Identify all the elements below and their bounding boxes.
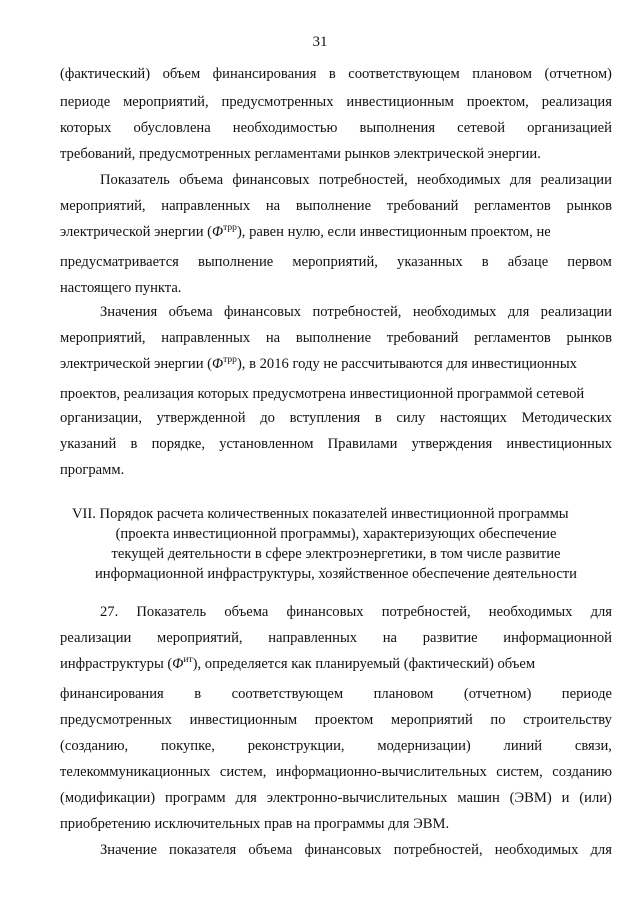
word: Значение: [100, 842, 157, 858]
word: в: [374, 410, 382, 426]
word: мероприятий,: [60, 198, 146, 214]
text-line-with-formula: [60, 224, 612, 241]
word: Правилами: [327, 436, 398, 452]
text-fragment: инфраструктуры (: [60, 656, 173, 672]
word: направленных: [161, 330, 251, 346]
word: сетевой: [457, 120, 506, 136]
word: которых: [60, 120, 112, 136]
word: указаний: [60, 436, 117, 452]
superscript-it: ит: [183, 655, 193, 665]
word: плановом: [373, 686, 434, 702]
word: систем,: [219, 764, 267, 780]
word: (ЭВМ): [509, 790, 552, 806]
word: созданию: [552, 764, 612, 780]
text-fragment: ), равен нулю, если инвестиционным проектом, не: [236, 224, 551, 240]
word: мероприятий,: [60, 330, 146, 346]
word: финансовых: [223, 304, 302, 320]
word: (отчетном): [463, 686, 532, 702]
word: линий: [503, 738, 543, 754]
word: требований: [386, 330, 459, 346]
word: необходимых: [488, 604, 573, 620]
word: на: [265, 330, 281, 346]
word: реализация: [541, 94, 612, 110]
word: объем: [162, 66, 201, 82]
superscript-trr: трр: [223, 223, 237, 233]
text-line: [60, 436, 612, 453]
text-line: [60, 630, 612, 647]
text-line: [60, 330, 612, 347]
word: покупке,: [160, 738, 215, 754]
word: и: [561, 790, 570, 806]
word: реализации: [540, 304, 612, 320]
text-line: [60, 254, 612, 271]
word: реализации: [60, 630, 132, 646]
text-fragment: электрической энергии (: [60, 356, 213, 372]
text-fragment: электрической энергии (: [60, 224, 213, 240]
word: инвестиционным: [189, 712, 298, 728]
word: предусмотренных: [60, 712, 172, 728]
phi-symbol: Φ: [212, 224, 224, 240]
text-line: [60, 198, 612, 215]
text-line: [60, 764, 612, 781]
word: на: [265, 198, 281, 214]
word: финансовых: [304, 842, 382, 858]
word: силу: [396, 410, 426, 426]
word: строительству: [523, 712, 612, 728]
word: проектом,: [466, 94, 529, 110]
text-line: [100, 304, 612, 321]
word: (модификации): [60, 790, 156, 806]
word: утверждения: [411, 436, 493, 452]
word: финансирования: [60, 686, 164, 702]
word: указанных: [397, 254, 463, 270]
word: реконструкции,: [247, 738, 345, 754]
word: финансовых: [286, 604, 364, 620]
text-line: [60, 120, 612, 137]
word: в: [130, 436, 138, 452]
page-number: 31: [312, 34, 328, 50]
word: телекоммуникационных: [60, 764, 211, 780]
word: рынков: [566, 330, 612, 346]
word: регламентов: [474, 330, 551, 346]
word: финансовых: [232, 172, 310, 188]
word: абзаце: [507, 254, 549, 270]
word: для: [590, 842, 612, 858]
text-line: программ.: [60, 462, 125, 478]
word: потребностей,: [318, 172, 408, 188]
word: 27.: [100, 604, 119, 620]
word: информационно-вычислительных: [275, 764, 487, 780]
word: (фактический): [60, 66, 151, 82]
word: электронно-вычислительных: [266, 790, 448, 806]
word: регламентов: [474, 198, 551, 214]
text-line: [60, 712, 612, 729]
word: (или): [579, 790, 612, 806]
phi-symbol: Φ: [172, 656, 184, 672]
word: направленных: [268, 630, 358, 646]
word: мероприятий,: [156, 630, 243, 646]
word: объема: [168, 304, 213, 320]
word: требований: [386, 198, 459, 214]
word: реализации: [540, 172, 612, 188]
word: Методических: [521, 410, 612, 426]
word: обусловлена: [133, 120, 211, 136]
text-fragment: ), в 2016 году не рассчитываются для инвестиционных: [236, 356, 577, 372]
text-line: [60, 686, 612, 703]
word: выполнения: [359, 120, 436, 136]
word: до: [260, 410, 275, 426]
word: информационной: [503, 630, 612, 646]
word: объема: [248, 842, 293, 858]
word: для: [509, 172, 532, 188]
word: необходимых: [416, 172, 501, 188]
word: рынков: [566, 198, 612, 214]
word: финансирования: [212, 66, 317, 82]
text-line-with-formula: [60, 356, 612, 373]
word: выполнение: [197, 254, 274, 270]
text-line: [60, 410, 612, 427]
text-line: требований, предусмотренных регламентами рынков электрической энергии.: [60, 146, 541, 162]
word: мероприятий: [390, 712, 473, 728]
word: предусмотренных: [221, 94, 334, 110]
word: программ: [164, 790, 226, 806]
word: объема: [224, 604, 269, 620]
section-heading-line: информационной инфраструктуры, хозяйственное обеспечение деятельности: [95, 566, 577, 582]
text-line: [60, 66, 612, 83]
text-line: [100, 172, 612, 189]
word: потребностей,: [381, 604, 471, 620]
word: вступления: [289, 410, 361, 426]
word: в: [481, 254, 489, 270]
word: для: [235, 790, 257, 806]
word: установленном: [219, 436, 314, 452]
word: объема: [179, 172, 224, 188]
word: утвержденной: [156, 410, 246, 426]
word: модернизации): [377, 738, 471, 754]
word: мероприятий,: [292, 254, 378, 270]
word: выполнение: [295, 198, 372, 214]
section-heading-line: (проекта инвестиционной программы), характеризующих обеспечение: [115, 526, 557, 542]
word: систем,: [496, 764, 543, 780]
word: предусматривается: [60, 254, 179, 270]
word: периоде: [561, 686, 612, 702]
word: по: [490, 712, 506, 728]
word: показателя: [169, 842, 237, 858]
text-line: проектов, реализация которых предусмотрена инвестиционной программой сетевой: [60, 386, 585, 402]
word: потребностей,: [393, 842, 483, 858]
text-line-with-formula: [60, 656, 612, 673]
word: для: [507, 304, 530, 320]
word: первом: [567, 254, 612, 270]
word: необходимых: [412, 304, 497, 320]
word: потребностей,: [312, 304, 402, 320]
word: направленных: [161, 198, 251, 214]
word: настоящих: [439, 410, 507, 426]
section-heading-line: VII. Порядок расчета количественных показателей инвестиционной программы: [72, 506, 569, 522]
word: Показатель: [100, 172, 170, 188]
word: соответствующем: [348, 66, 460, 82]
word: периоде: [60, 94, 111, 110]
text-line: [60, 790, 612, 807]
text-line: приобретению исключительных прав на программы для ЭВМ.: [60, 816, 450, 832]
phi-symbol: Φ: [212, 356, 224, 372]
word: инвестиционных: [506, 436, 612, 452]
word: машин: [457, 790, 500, 806]
word: (отчетном): [544, 66, 612, 82]
word: связи,: [574, 738, 612, 754]
text-line: [60, 738, 612, 755]
superscript-trr: трр: [223, 355, 237, 365]
word: организации,: [60, 410, 142, 426]
word: соответствующем: [231, 686, 344, 702]
word: мероприятий,: [123, 94, 209, 110]
text-fragment: ), определяется как планируемый (фактический) объем: [192, 656, 536, 672]
word: Показатель: [136, 604, 207, 620]
word: в: [194, 686, 202, 702]
word: Значения: [100, 304, 158, 320]
word: на: [382, 630, 398, 646]
text-line: [60, 94, 612, 111]
word: порядке,: [151, 436, 206, 452]
word: (созданию,: [60, 738, 129, 754]
section-heading-line: текущей деятельности в сфере электроэнергетики, в том числе развитие: [111, 546, 561, 562]
word: инвестиционным: [346, 94, 454, 110]
text-line: [100, 604, 612, 621]
word: в: [328, 66, 336, 82]
word: плановом: [472, 66, 532, 82]
word: организацией: [527, 120, 612, 136]
word: проектом: [314, 712, 374, 728]
word: необходимостью: [232, 120, 338, 136]
word: развитие: [422, 630, 478, 646]
word: необходимых: [494, 842, 579, 858]
word: выполнение: [295, 330, 372, 346]
text-line: настоящего пункта.: [60, 280, 182, 296]
word: для: [590, 604, 612, 620]
text-line: [100, 842, 612, 859]
